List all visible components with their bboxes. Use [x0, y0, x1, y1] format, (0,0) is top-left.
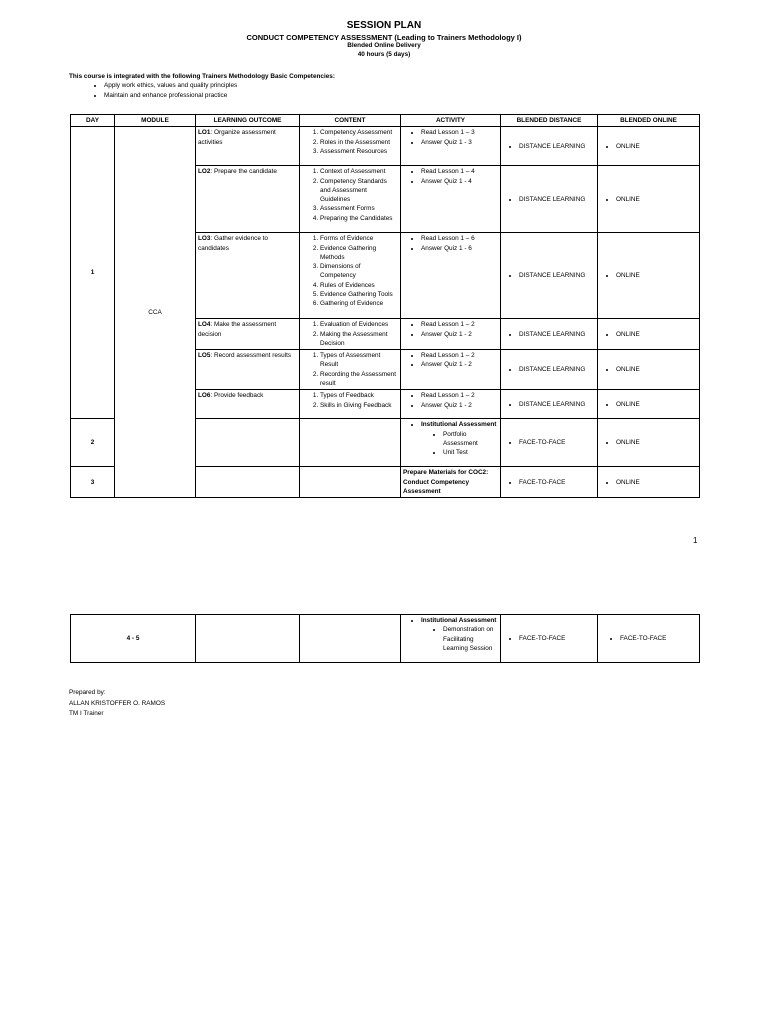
online-value: • ONLINE — [616, 400, 697, 409]
course-duration: 40 hours (5 days) — [357, 51, 411, 59]
content-cell — [300, 319, 401, 350]
distance-cell — [501, 127, 598, 166]
distance-cell — [501, 615, 598, 663]
learning-outcome-cell — [196, 615, 300, 663]
day-cell: 3 — [71, 467, 115, 498]
activity-item: • Answer Quiz 1 - 2 — [421, 330, 498, 339]
content-cell — [300, 467, 401, 498]
lo-code: LO4 — [198, 321, 211, 329]
online-value: • ONLINE — [616, 365, 697, 374]
col-header-learning-outcome: LEARNING OUTCOME — [196, 115, 300, 127]
activity-item — [421, 616, 498, 653]
online-cell — [598, 467, 700, 498]
session-plan-table — [70, 114, 700, 498]
table-header-row — [71, 115, 700, 127]
content-item: 5. Evidence Gathering Tools — [320, 290, 398, 299]
online-value: • ONLINE — [616, 195, 697, 204]
distance-cell — [501, 319, 598, 350]
content-item: 1. Evaluation of Evidences — [320, 320, 398, 329]
col-header-blended-distance: BLENDED DISTANCE — [501, 115, 598, 127]
online-cell — [598, 166, 700, 233]
prepared-label: Prepared by: — [69, 689, 106, 696]
learning-outcome-cell — [196, 419, 300, 467]
col-header-activity: ACTIVITY — [401, 115, 501, 127]
lo-text: : Provide feedback — [210, 392, 264, 400]
intro-item: • Apply work ethics, values and quality principles — [104, 81, 709, 90]
distance-value: • DISTANCE LEARNING — [519, 195, 595, 204]
content-item: 2. Competency Standards and Assessment Guidelines — [320, 177, 398, 205]
online-value: • ONLINE — [616, 142, 697, 151]
activity-title: Institutional Assessment — [421, 617, 497, 624]
activity-item: • Read Lesson 1 – 3 — [421, 128, 498, 137]
activity-cell — [401, 350, 501, 390]
activity-subitem: • Unit Test — [443, 448, 498, 457]
learning-outcome-cell — [196, 166, 300, 233]
online-cell — [598, 319, 700, 350]
document-subtitle: CONDUCT COMPETENCY ASSESSMENT (Leading to Trainers Methodology I) — [246, 32, 522, 42]
activity-cell: Prepare Materials for COC2: Conduct Competency Assessment — [401, 467, 501, 498]
distance-value: • FACE-TO-FACE — [519, 478, 595, 487]
activity-title: Institutional Assessment — [421, 421, 497, 429]
intro-section — [69, 72, 709, 100]
activity-cell — [401, 419, 501, 467]
col-header-module: MODULE — [115, 115, 196, 127]
activity-item: • Answer Quiz 1 - 3 — [421, 138, 498, 147]
content-cell — [300, 615, 401, 663]
distance-cell — [501, 166, 598, 233]
intro-lead: This course is integrated with the following Trainers Methodology Basic Competencies: — [69, 73, 335, 80]
content-cell — [300, 350, 401, 390]
lo-text: : Gather evidence to candidates — [198, 235, 268, 252]
col-header-day: DAY — [71, 115, 115, 127]
lo-code: LO6 — [198, 392, 211, 400]
document-header — [0, 20, 768, 60]
content-cell — [300, 419, 401, 467]
activity-item: • Answer Quiz 1 - 6 — [421, 244, 498, 253]
content-item: 2. Making the Assessment Decision — [320, 330, 398, 349]
preparer-name: ALLAN KRISTOFFER O. RAMOS — [69, 699, 166, 707]
activity-cell — [401, 390, 501, 419]
lo-text: : Prepare the candidate — [210, 168, 277, 176]
content-cell — [300, 127, 401, 166]
distance-cell — [501, 390, 598, 419]
online-value: • ONLINE — [616, 478, 697, 487]
distance-value: • DISTANCE LEARNING — [519, 330, 595, 339]
online-value: • FACE-TO-FACE — [620, 634, 697, 643]
distance-value: • DISTANCE LEARNING — [519, 142, 595, 151]
activity-subitem: • Demonstration on Facilitating Learning Session — [443, 625, 498, 653]
activity-item: • Read Lesson 1 – 2 — [421, 320, 498, 329]
content-item: 1. Context of Assessment — [320, 167, 398, 176]
content-cell — [300, 166, 401, 233]
session-plan-table-continued — [70, 614, 700, 663]
content-item: 1. Competency Assessment — [320, 128, 398, 137]
content-item: 4. Rules of Evidences — [320, 281, 398, 290]
distance-cell — [501, 233, 598, 319]
intro-item: • Maintain and enhance professional practice — [104, 91, 709, 100]
activity-item: • Answer Quiz 1 - 4 — [421, 177, 498, 186]
activity-cell — [401, 615, 501, 663]
content-item: 3. Assessment Forms — [320, 204, 398, 213]
content-item: 3. Assessment Resources — [320, 147, 398, 156]
online-cell — [598, 419, 700, 467]
lo-code: LO3 — [198, 235, 211, 243]
distance-cell — [501, 350, 598, 390]
content-item: 1. Types of Feedback — [320, 391, 398, 400]
lo-code: LO5 — [198, 352, 211, 360]
activity-item: • Read Lesson 1 – 2 — [421, 351, 498, 360]
content-cell — [300, 233, 401, 319]
lo-text: : Record assessment results — [210, 352, 292, 360]
distance-value: • DISTANCE LEARNING — [519, 365, 595, 374]
distance-cell — [501, 419, 598, 467]
lo-code: LO1 — [198, 129, 211, 137]
activity-cell — [401, 127, 501, 166]
activity-item: • Read Lesson 1 – 6 — [421, 234, 498, 243]
learning-outcome-cell — [196, 350, 300, 390]
distance-value: • FACE-TO-FACE — [519, 438, 595, 447]
content-item: 1. Forms of Evidence — [320, 234, 398, 243]
content-item: 2. Recording the Assessment result — [320, 370, 398, 389]
table-row — [71, 127, 700, 166]
table-row — [71, 615, 700, 663]
preparer-role: TM I Trainer — [69, 710, 104, 718]
activity-cell — [401, 319, 501, 350]
delivery-mode: Blended Online Delivery — [347, 42, 421, 50]
col-header-content: CONTENT — [300, 115, 401, 127]
content-item: 2. Roles in the Assessment — [320, 138, 398, 147]
prepared-by-section — [69, 688, 165, 720]
lo-code: LO2 — [198, 168, 211, 176]
online-cell — [598, 127, 700, 166]
learning-outcome-cell — [196, 319, 300, 350]
distance-value: • DISTANCE LEARNING — [519, 271, 595, 280]
content-item: 2. Evidence Gathering Methods — [320, 244, 398, 263]
activity-item: • Answer Quiz 1 - 2 — [421, 360, 498, 369]
document-title: SESSION PLAN — [346, 20, 422, 31]
content-item: 4. Preparing the Candidates — [320, 214, 398, 223]
activity-subitem: • Portfolio Assessment — [443, 430, 498, 449]
learning-outcome-cell — [196, 233, 300, 319]
content-item: 1. Types of Assessment Result — [320, 351, 398, 370]
content-item: 2. Skills in Giving Feedback — [320, 401, 398, 410]
module-cell: CCA — [115, 127, 196, 498]
activity-item: • Read Lesson 1 – 2 — [421, 391, 498, 400]
online-cell — [598, 233, 700, 319]
content-cell — [300, 390, 401, 419]
activity-item — [421, 420, 498, 457]
day-cell: 4 - 5 — [71, 615, 196, 663]
online-cell — [598, 615, 700, 663]
online-value: • ONLINE — [616, 271, 697, 280]
content-item: 3. Dimensions of Competency — [320, 262, 398, 281]
day-cell: 1 — [71, 127, 115, 419]
activity-cell — [401, 166, 501, 233]
content-item: 6. Gathering of Evidence — [320, 299, 398, 308]
distance-value: • FACE-TO-FACE — [519, 634, 595, 643]
activity-item: • Read Lesson 1 – 4 — [421, 167, 498, 176]
online-value: • ONLINE — [616, 330, 697, 339]
online-cell — [598, 350, 700, 390]
activity-cell — [401, 233, 501, 319]
col-header-blended-online: BLENDED ONLINE — [598, 115, 700, 127]
online-cell — [598, 390, 700, 419]
learning-outcome-cell — [196, 390, 300, 419]
page-number: 1 — [693, 536, 698, 545]
lo-text: : Make the assessment decision — [198, 321, 277, 338]
learning-outcome-cell — [196, 127, 300, 166]
learning-outcome-cell — [196, 467, 300, 498]
lo-text: : Organize assessment activities — [198, 129, 276, 146]
day-cell: 2 — [71, 419, 115, 467]
activity-item: • Answer Quiz 1 - 2 — [421, 401, 498, 410]
online-value: • ONLINE — [616, 438, 697, 447]
distance-cell — [501, 467, 598, 498]
distance-value: • DISTANCE LEARNING — [519, 400, 595, 409]
